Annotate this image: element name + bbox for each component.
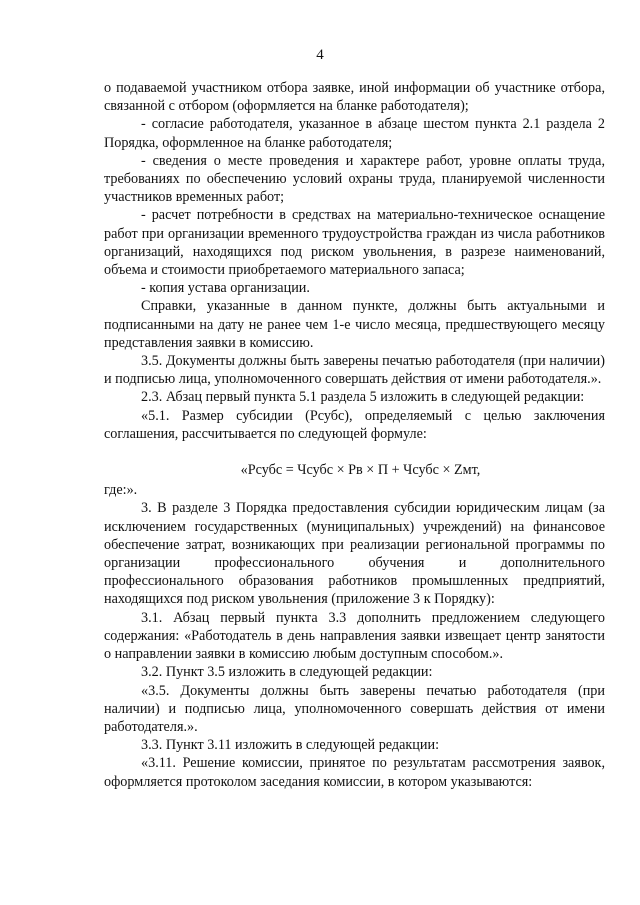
document-body (104, 79, 605, 791)
paragraph-item-3-5: 3.5. Документы должны быть заверены печатью работодателя (при наличии) и подписью лица, уполномоченного совершать действия от имени работодателя.». (104, 353, 605, 388)
paragraph-item-2-3: 2.3. Абзац первый пункта 5.1 раздела 5 изложить в следующей редакции: (141, 389, 585, 406)
paragraph-item-5-1: «5.1. Размер субсидии (Рсубс), определяемый с целью заключения соглашения, рассчитывается по следующей формуле: (104, 407, 605, 442)
paragraph-certificates: Справки, указанные в данном пункте, должны быть актуальными и подписанными на дату не ранее чем 1-е число месяца, предшествующего месяцу представления заявки в комиссию. (104, 298, 605, 351)
paragraph-item-3-2: 3.2. Пункт 3.5 изложить в следующей редакции: (141, 664, 433, 681)
page-number: 4 (316, 47, 324, 63)
paragraph-funding-calculation: - расчет потребности в средствах на материально-техническое оснащение работ при организации временного трудоустройства граждан из числа работников организаций, находящихся под риском увольнения, в разрезе наименований, объема и стоимости приобретаемого материального запаса; (104, 207, 605, 279)
paragraph-applicant-info: о подаваемой участником отбора заявке, иной информации об участнике отбора, связанной с отбором (оформляется на бланке работодателя); (104, 80, 605, 115)
paragraph-where: где:». (104, 482, 138, 499)
paragraph-item-3-11: «3.11. Решение комиссии, принятое по результатам рассмотрения заявок, оформляется протоколом заседания комиссии, в котором указываются: (104, 755, 605, 790)
paragraph-work-details: - сведения о месте проведения и характере работ, уровне оплаты труда, требованиях по обеспечению условий охраны труда, планируемой численности участников временных работ; (104, 152, 605, 206)
paragraph-item-3-3: 3.3. Пункт 3.11 изложить в следующей редакции: (141, 737, 440, 754)
formula: «Рсубс = Чсубс × Рв × П + Чсубс × Zмт, (240, 462, 481, 479)
paragraph-section-3: 3. В разделе 3 Порядка предоставления субсидии юридическим лицам (за исключением государственных (муниципальных) учреждений) на финансовое обеспечение затрат, возникающих при реализации региональной программы по организации профессионального обучения и дополнительного профессионального образования работников промышленных предприятий, находящихся под риском увольнения (приложение 3 к Порядку): (104, 500, 605, 608)
paragraph-item-3-1: 3.1. Абзац первый пункта 3.3 дополнить предложением следующего содержания: «Работодатель в день направления заявки извещает центр занятости о направлении заявки в комиссию любым доступным способом.». (104, 609, 605, 663)
paragraph-charter-copy: - копия устава организации. (141, 280, 310, 297)
paragraph-employer-consent: - согласие работодателя, указанное в абзаце шестом пункта 2.1 раздела 2 Порядка, оформленное на бланке работодателя; (104, 116, 605, 151)
paragraph-item-3-5-new: «3.5. Документы должны быть заверены печатью работодателя (при наличии) и подписью лица, уполномоченного совершать действия от имени работодателя.». (104, 682, 605, 735)
